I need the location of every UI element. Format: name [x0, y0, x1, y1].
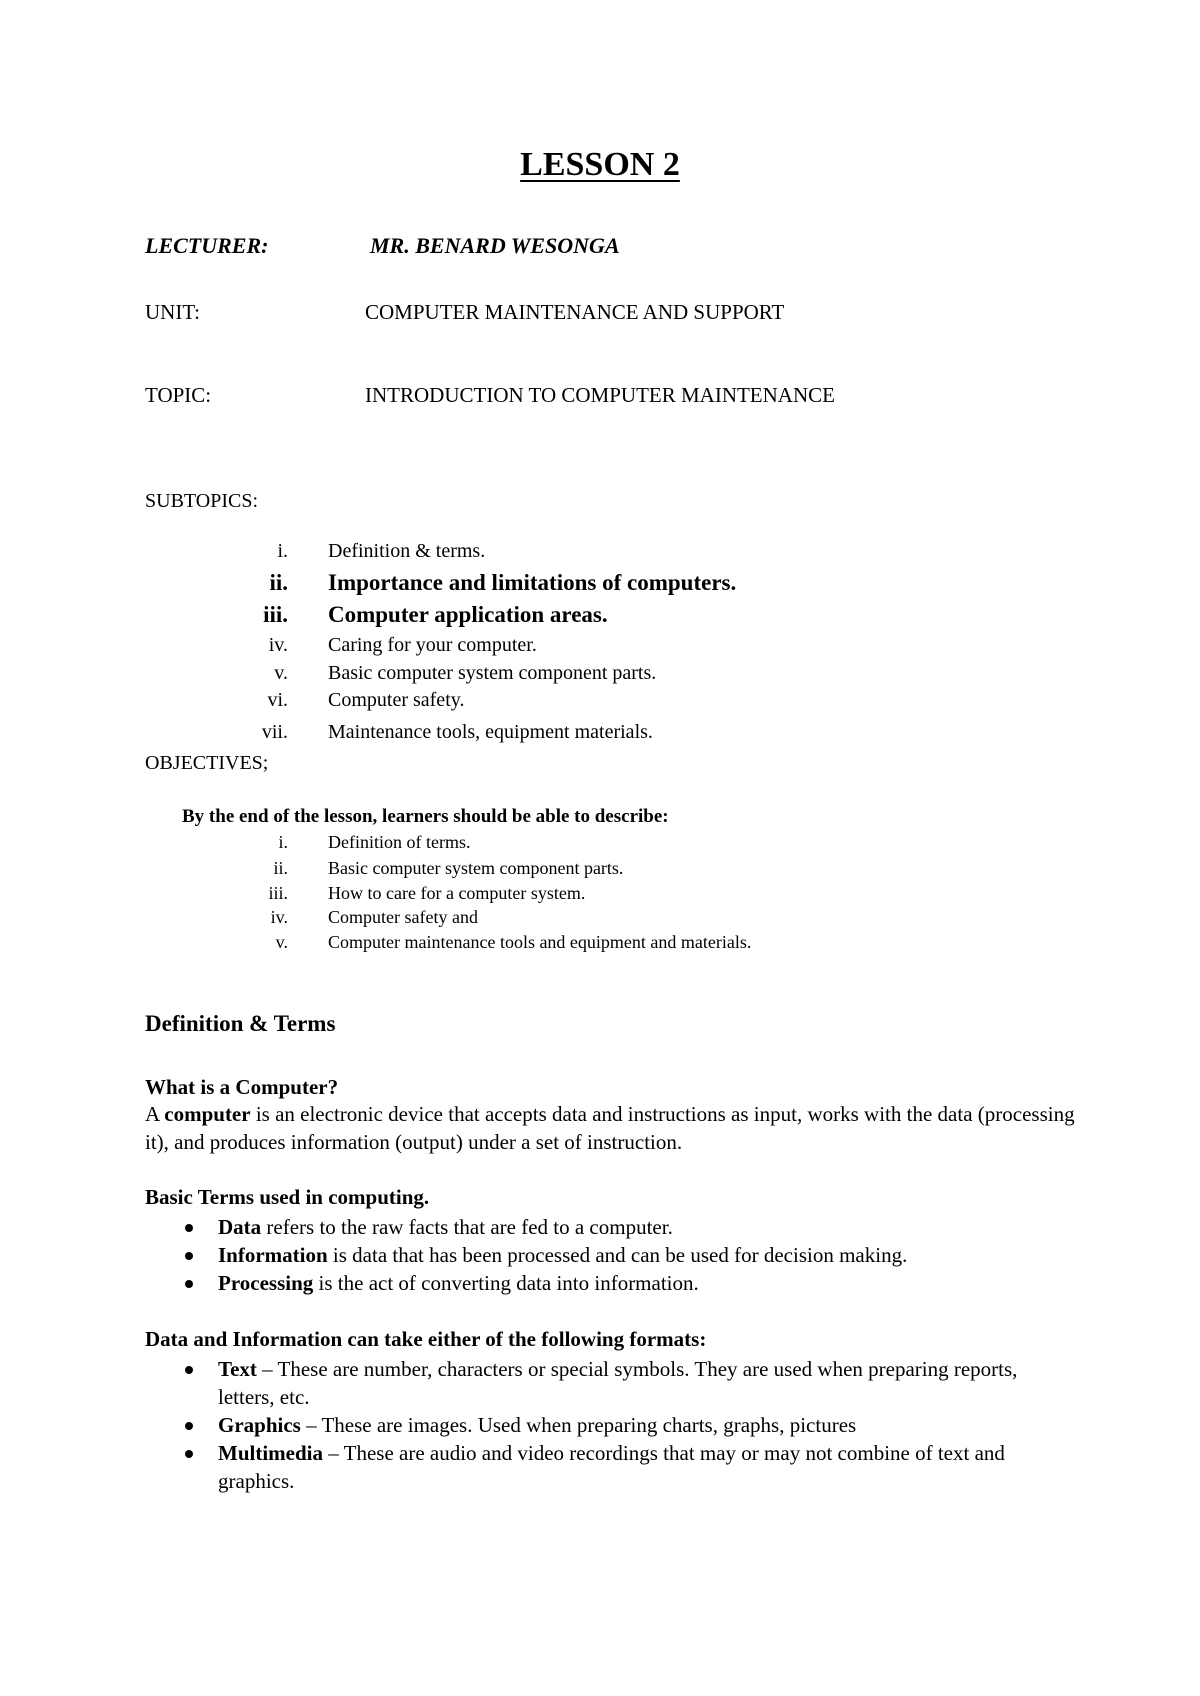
objective-number: iv.	[270, 907, 288, 927]
definition-prefix: A	[145, 1102, 165, 1126]
unit-label: UNIT:	[145, 300, 200, 324]
term-description: – These are images. Used when preparing charts, graphs, pictures	[300, 1413, 857, 1437]
unit-value: COMPUTER MAINTENANCE AND SUPPORT	[365, 300, 785, 324]
subtopic-item: Importance and limitations of computers.	[328, 570, 737, 595]
basic-terms-list	[145, 1213, 1075, 1297]
definition-text: is an electronic device that accepts data and instructions as input, works with the data (processing it), and produces information (output) under a set of instruction.	[145, 1102, 1075, 1154]
list-item	[145, 1269, 1075, 1297]
subtopic-item: Maintenance tools, equipment materials.	[328, 721, 653, 743]
subtopic-number: ii.	[269, 570, 288, 595]
formats-list	[145, 1355, 1075, 1495]
objective-number: iii.	[268, 883, 288, 903]
objectives-label: OBJECTIVES;	[145, 752, 269, 774]
term-description: is data that has been processed and can be used for decision making.	[327, 1243, 908, 1267]
what-is-computer-heading: What is a Computer?	[145, 1075, 339, 1099]
subtopic-number: vi.	[267, 689, 288, 711]
objective-item: Basic computer system component parts.	[328, 858, 624, 878]
objective-item: Computer maintenance tools and equipment and materials.	[328, 932, 752, 952]
computer-definition	[145, 1100, 1075, 1156]
lesson-title	[0, 146, 1200, 184]
subtopic-item: Computer safety.	[328, 689, 465, 711]
lecturer-name: MR. BENARD WESONGA	[370, 233, 620, 258]
bullet-icon	[185, 1422, 193, 1430]
topic-label: TOPIC:	[145, 383, 212, 407]
definitions-heading: Definition & Terms	[145, 1011, 336, 1036]
definition-term: computer	[164, 1102, 251, 1126]
subtopic-number: iv.	[268, 634, 288, 656]
bullet-icon	[185, 1224, 193, 1232]
objective-number: i.	[278, 832, 288, 852]
list-item	[145, 1411, 1075, 1439]
term: Multimedia	[218, 1441, 323, 1465]
objective-number: v.	[275, 932, 288, 952]
term-description: refers to the raw facts that are fed to a computer.	[261, 1215, 673, 1239]
objective-item: How to care for a computer system.	[328, 883, 586, 903]
term: Data	[218, 1215, 262, 1239]
term: Processing	[218, 1271, 314, 1295]
term-description: – These are audio and video recordings that may or may not combine of text and graphics.	[218, 1441, 1005, 1493]
bullet-icon	[185, 1252, 193, 1260]
objectives-intro: By the end of the lesson, learners should be able to describe:	[182, 806, 669, 827]
term: Graphics	[218, 1413, 301, 1437]
subtopics-label: SUBTOPICS:	[145, 490, 259, 512]
subtopic-item: Computer application areas.	[328, 602, 608, 627]
bullet-icon	[185, 1366, 193, 1374]
subtopic-number: v.	[274, 662, 288, 684]
list-item	[145, 1213, 1075, 1241]
objective-item: Computer safety and	[328, 907, 478, 927]
bullet-icon	[185, 1450, 193, 1458]
term: Information	[218, 1243, 328, 1267]
term: Text	[218, 1357, 257, 1381]
term-description: – These are number, characters or special symbols. They are used when preparing reports, letters, etc.	[218, 1357, 1018, 1409]
subtopic-number: vii.	[261, 721, 288, 743]
lecturer-label: LECTURER:	[145, 233, 269, 258]
objective-item: Definition of terms.	[328, 832, 471, 852]
list-item	[145, 1439, 1075, 1495]
term-description: is the act of converting data into information.	[313, 1271, 699, 1295]
subtopic-item: Definition & terms.	[328, 540, 486, 562]
subtopic-item: Caring for your computer.	[328, 634, 537, 656]
subtopic-number: iii.	[263, 602, 288, 627]
formats-heading: Data and Information can take either of the following formats:	[145, 1327, 707, 1351]
subtopic-number: i.	[277, 540, 288, 562]
list-item	[145, 1355, 1075, 1411]
lesson-title-text: LESSON 2	[520, 146, 680, 183]
list-item	[145, 1241, 1075, 1269]
objective-number: ii.	[273, 858, 288, 878]
subtopic-item: Basic computer system component parts.	[328, 662, 657, 684]
bullet-icon	[185, 1280, 193, 1288]
topic-value: INTRODUCTION TO COMPUTER MAINTENANCE	[365, 383, 835, 407]
basic-terms-heading: Basic Terms used in computing.	[145, 1185, 430, 1209]
